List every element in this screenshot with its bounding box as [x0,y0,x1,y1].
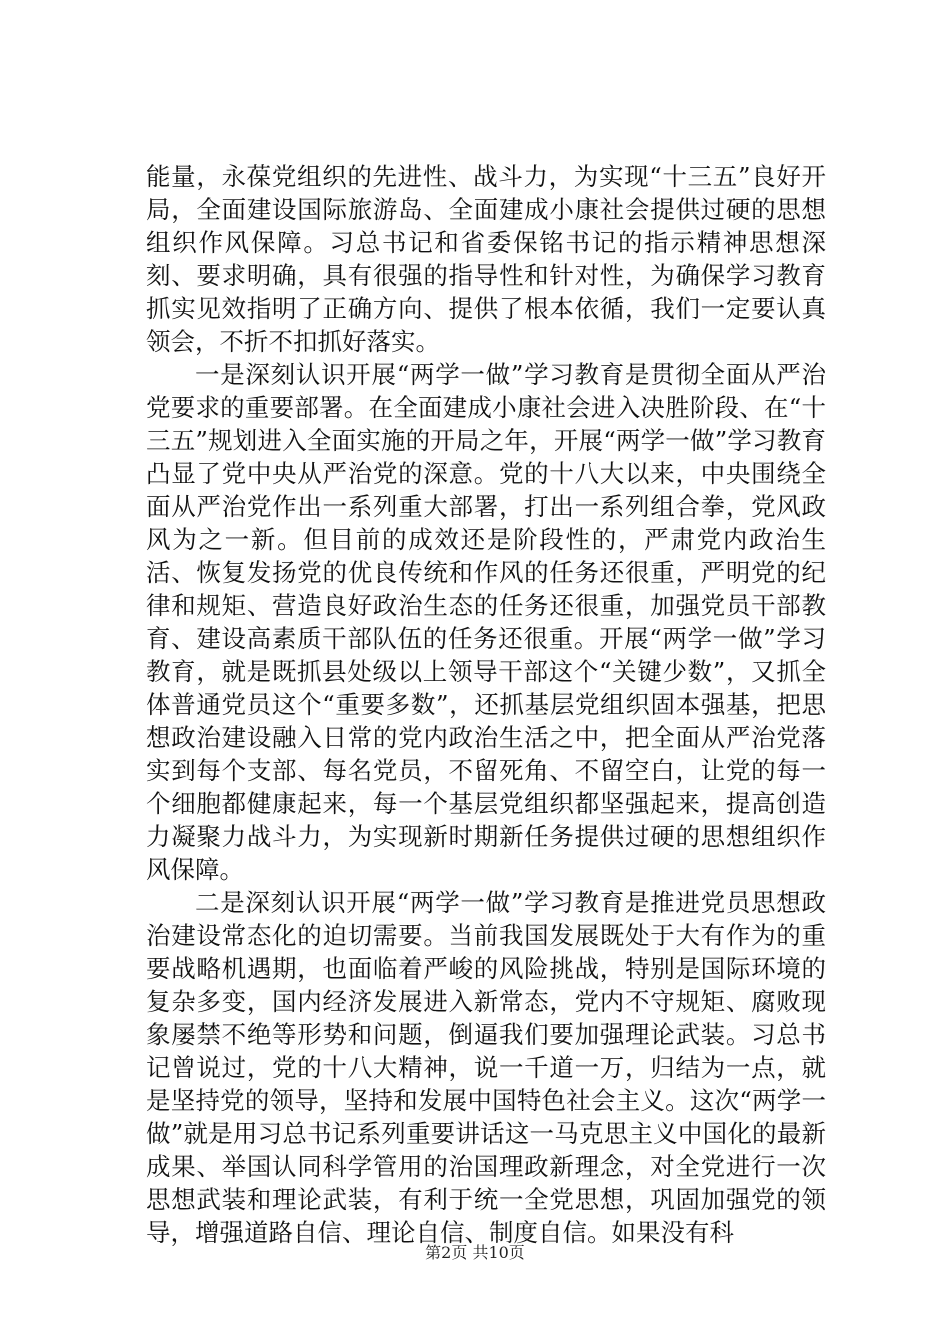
paragraph-point-two: 二是深刻认识开展“两学一做”学习教育是推进党员思想政治建设常态化的迫切需要。当前我国发展既处于大有作为的重要战略机遇期，也面临着严峻的风险挑战，特别是国际环境的复杂多变，国内经济发展进入新常态，党内不守规矩、腐败现象屡禁不绝等形势和问题，倒逼我们要加强理论武装。习总书记曾说过，党的十八大精神，说一千道一万，归结为一点，就是坚持党的领导，坚持和发展中国特色社会主义。这次“两学一做”就是用习总书记系列重要讲话这一马克思主义中国化的最新成果、举国认同科学管用的治国理政新理念，对全党进行一次思想武装和理论武装，有利于统一全党思想，巩固加强党的领导，增强道路自信、理论自信、制度自信。如果没有科 [146,888,826,1247]
page-number-footer: 第2页 共10页 [425,1243,525,1262]
paragraph-point-one: 一是深刻认识开展“两学一做”学习教育是贯彻全面从严治党要求的重要部署。在全面建成小康社会进入决胜阶段、在“十三五”规划进入全面实施的开局之年，开展“两学一做”学习教育凸显了党中央从严治党的深意。党的十八大以来，中央围绕全面从严治党作出一系列重大部署，打出一系列组合拳，党风政风为之一新。但目前的成效还是阶段性的，严肃党内政治生活、恢复发扬党的优良传统和作风的任务还很重，严明党的纪律和规矩、营造良好政治生态的任务还很重，加强党员干部教育、建设高素质干部队伍的任务还很重。开展“两学一做”学习教育，就是既抓县处级以上领导干部这个“关键少数”，又抓全体普通党员这个“重要多数”，还抓基层党组织固本强基，把思想政治建设融入日常的党内政治生活之中，把全面从严治党落实到每个支部、每名党员，不留死角、不留空白，让党的每一个细胞都健康起来，每一个基层党组织都坚强起来，提高创造力凝聚力战斗力，为实现新时期新任务提供过硬的思想组织作风保障。 [146,360,826,884]
paragraph-continuation: 能量，永葆党组织的先进性、战斗力，为实现“十三五”良好开局，全面建设国际旅游岛、全面建成小康社会提供过硬的思想组织作风保障。习总书记和省委保铭书记的指示精神思想深刻、要求明确，具有很强的指导性和针对性，为确保学习教育抓实见效指明了正确方向、提供了根本依循，我们一定要认真领会，不折不扣抓好落实。 [146,162,826,356]
document-body [146,160,826,1249]
